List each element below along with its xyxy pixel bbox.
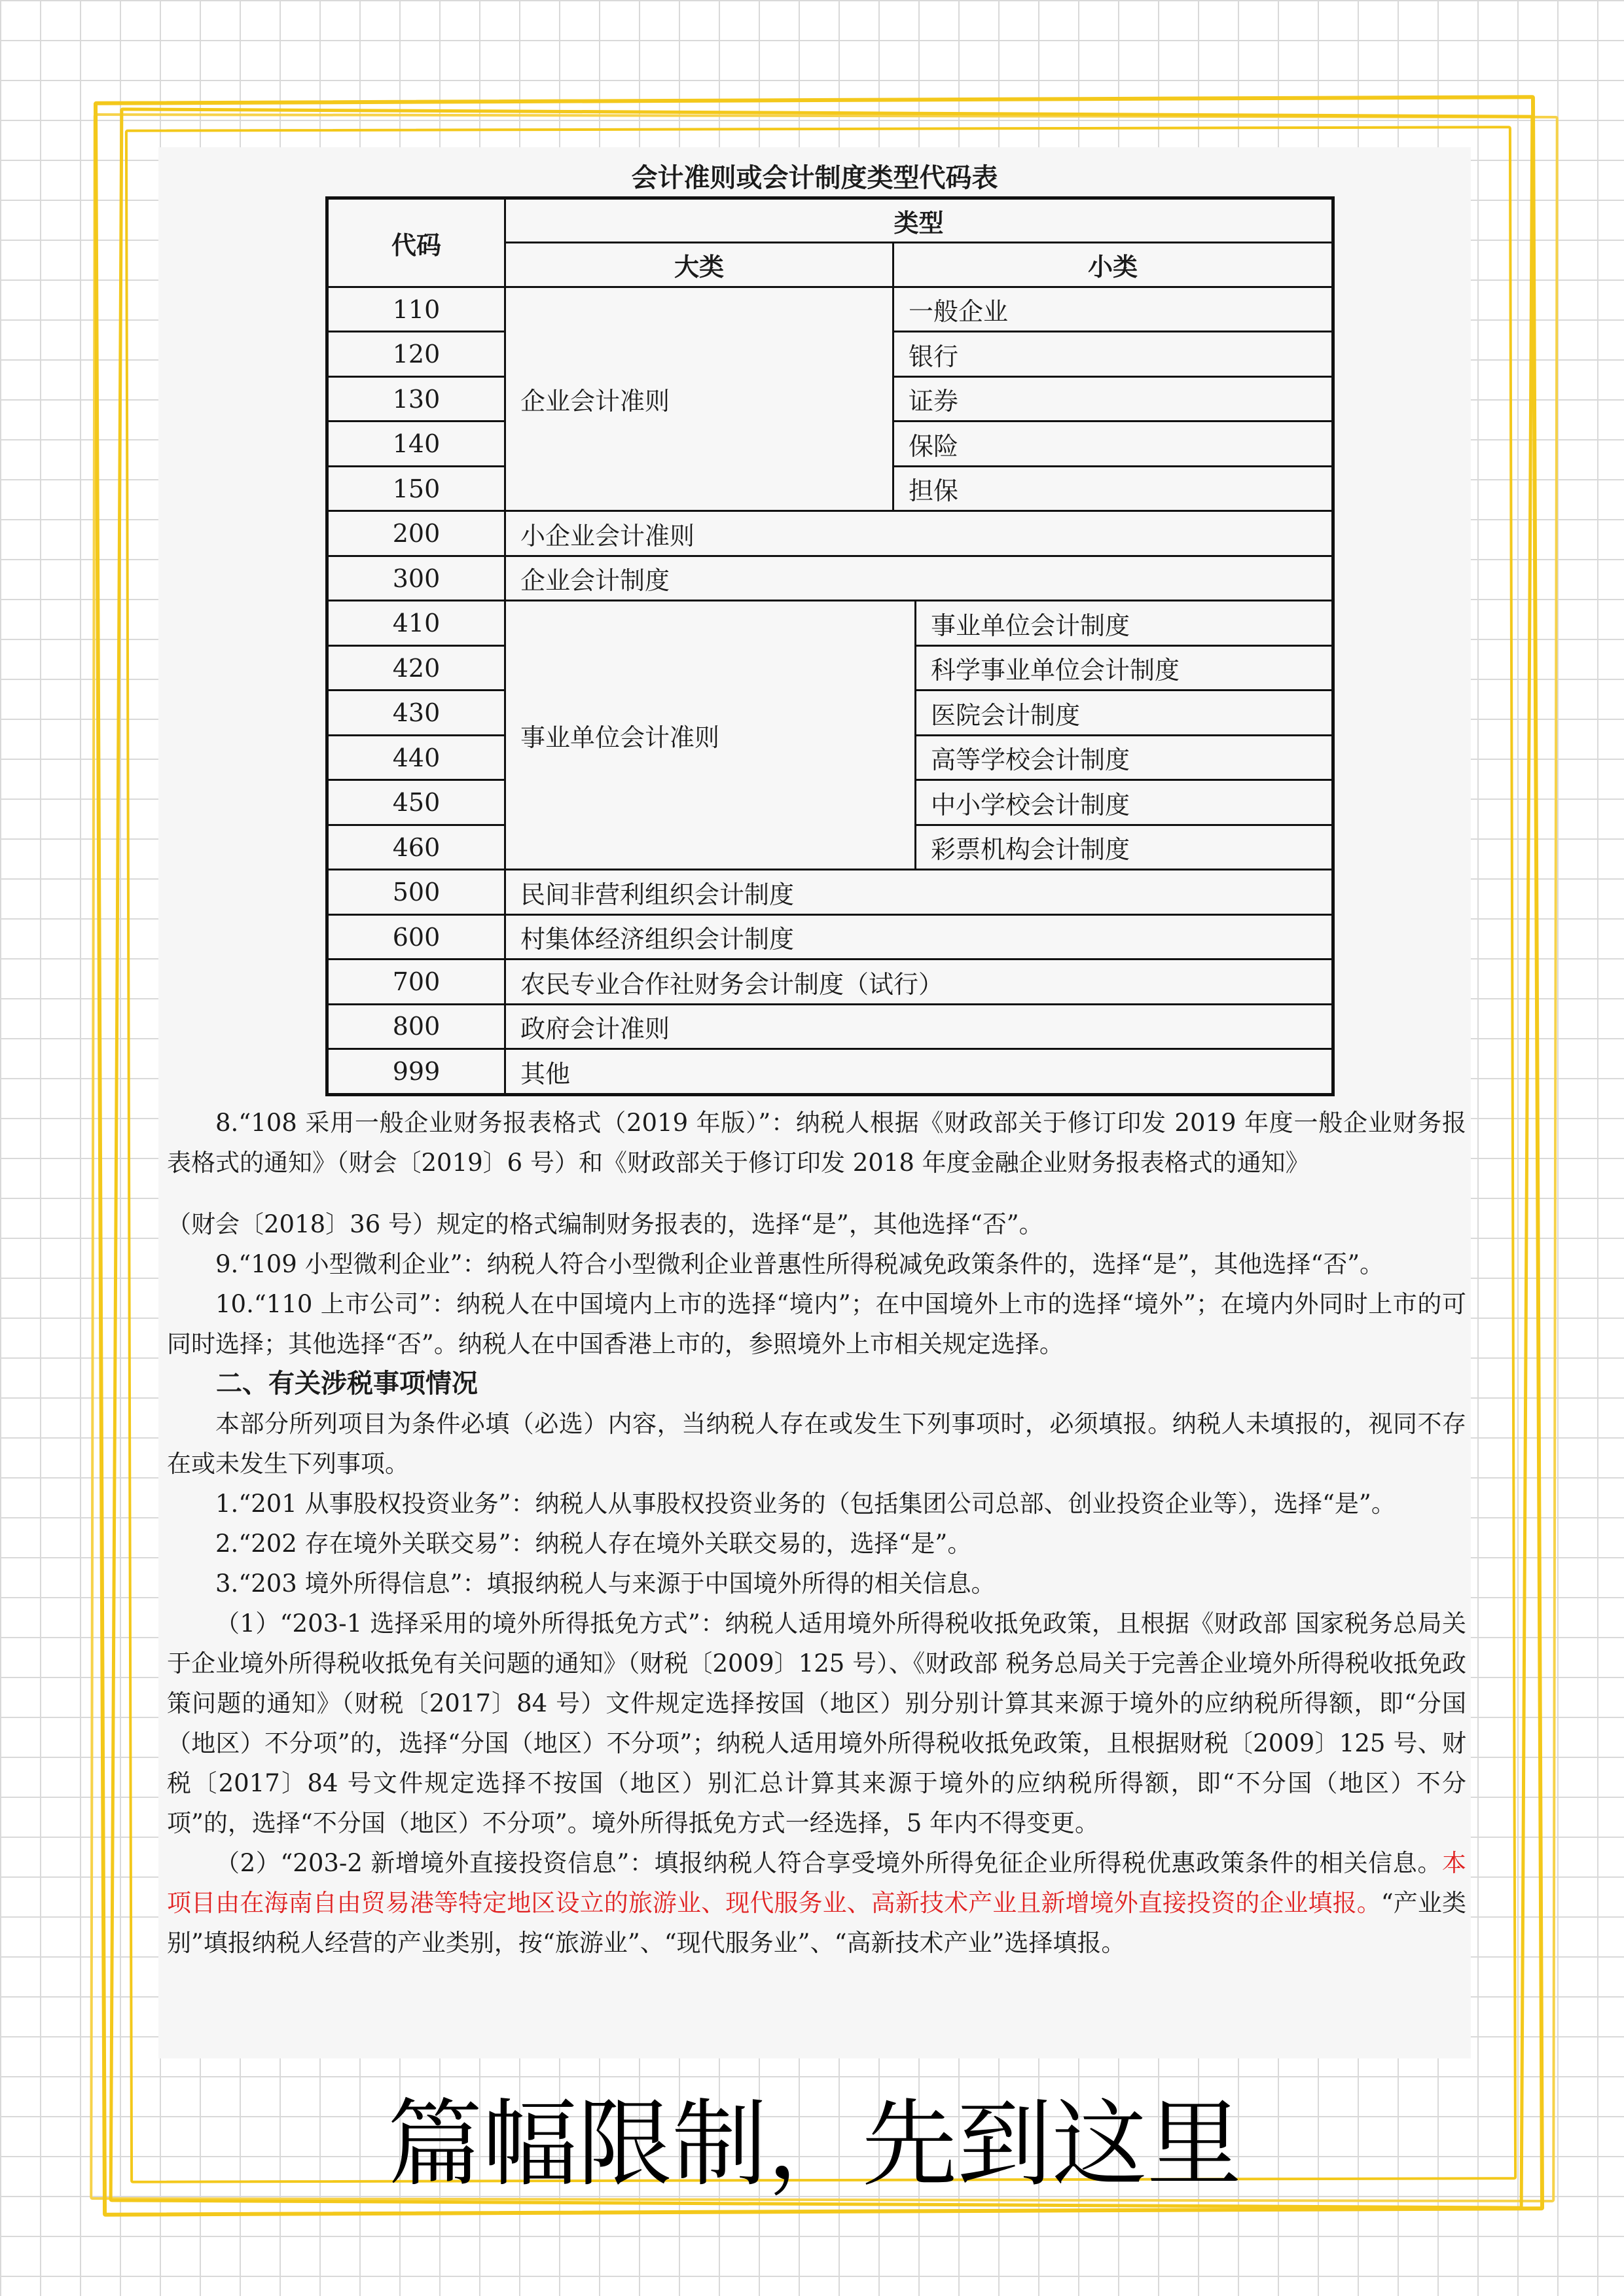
minor-cell: 中小学校会计制度 bbox=[916, 780, 1333, 825]
major-cell: 民间非营利组织会计制度 bbox=[505, 870, 1333, 914]
minor-cell: 一般企业 bbox=[893, 287, 1333, 332]
table-row bbox=[327, 556, 1333, 600]
item-203-2-text: （2）“203-2 新增境外直接投资信息”：填报纳税人符合享受境外所得免征企业所得税优惠政策条件的相关信息。 bbox=[215, 1849, 1442, 1877]
item-203-1: （1）“203-1 选择采用的境外所得抵免方式”：纳税人适用境外所得税收抵免政策，且根据《财政部 国家税务总局关于企业境外所得税收抵免有关问题的通知》（财税〔2009〕125 号）、《财政部 税务总局关于完善企业境外所得税收抵免政策问题的通知》（财税〔2017〕84 号）文件规定选择按国（地区）别分别计算其来源于境外的应纳税所得额，即“分国（地区）不分项”的，选择“分国（地区）不分项”；纳税人适用境外所得税收抵免政策，且根据财税〔2009〕125 号、财税〔2017〕84 号文件规定选择不按国（地区）别汇总计算其来源于境外的应纳税所得额，即“不分国（地区）不分项”的，选择“不分国（地区）不分项”。境外所得抵免方式一经选择，5 年内不得变更。 bbox=[167, 1609, 1466, 1837]
item-201: 1.“201 从事股权投资业务”：纳税人从事股权投资业务的（包括集团公司总部、创业投资企业等），选择“是”。 bbox=[215, 1490, 1396, 1518]
item-203-2-highlight: 本项目由在海南自由贸易港等特定地区设立的旅游业、现代服务业、高新技术产业且新增境外直接投资的企业填报。 bbox=[167, 1849, 1466, 1917]
code-cell: 110 bbox=[327, 287, 505, 332]
major-cell: 政府会计准则 bbox=[505, 1004, 1333, 1049]
code-cell: 500 bbox=[327, 870, 505, 914]
major-cell: 企业会计制度 bbox=[505, 556, 1333, 600]
header-code: 代码 bbox=[327, 198, 505, 287]
table-row bbox=[327, 960, 1333, 1004]
paragraph-9: 9.“109 小型微利企业”：纳税人符合小型微利企业普惠性所得税减免政策条件的，选择“是”，其他选择“否”。 bbox=[215, 1250, 1384, 1278]
item-203-2 bbox=[167, 1843, 1466, 1963]
code-cell: 800 bbox=[327, 1004, 505, 1049]
code-cell: 120 bbox=[327, 332, 505, 376]
table-row bbox=[327, 870, 1333, 914]
major-cell: 农民专业合作社财务会计制度（试行） bbox=[505, 960, 1333, 1004]
code-cell: 600 bbox=[327, 914, 505, 959]
code-cell: 700 bbox=[327, 960, 505, 1004]
section-heading: 二、有关涉税事项情况 bbox=[216, 1369, 478, 1399]
table-title: 会计准则或会计制度类型代码表 bbox=[631, 163, 998, 193]
table-row bbox=[327, 1049, 1333, 1095]
minor-cell: 保险 bbox=[893, 422, 1333, 466]
minor-cell: 高等学校会计制度 bbox=[916, 735, 1333, 780]
paragraph-8: 8.“108 采用一般企业财务报表格式（2019 年版）”：纳税人根据《财政部关于修订印发 2019 年度一般企业财务报表格式的通知》（财会〔2019〕6 号）和《财政部关于修订印发 2018 年度金融企业财务报表格式的通知》 bbox=[167, 1109, 1466, 1177]
header-major: 大类 bbox=[505, 243, 893, 287]
code-cell: 130 bbox=[327, 376, 505, 421]
minor-cell: 彩票机构会计制度 bbox=[916, 825, 1333, 869]
table-row bbox=[327, 601, 1333, 645]
code-cell: 430 bbox=[327, 691, 505, 735]
paragraph-10: 10.“110 上市公司”：纳税人在中国境内上市的选择“境内”；在中国境外上市的选择“境外”；在境内外同时上市的可同时选择；其他选择“否”。纳税人在中国香港上市的，参照境外上市相关规定选择。 bbox=[167, 1290, 1466, 1358]
paragraph-8-continued: （财会〔2018〕36 号）规定的格式编制财务报表的，选择“是”，其他选择“否”。 bbox=[167, 1210, 1043, 1238]
code-cell: 460 bbox=[327, 825, 505, 869]
minor-cell: 科学事业单位会计制度 bbox=[916, 645, 1333, 690]
table-row bbox=[327, 1004, 1333, 1049]
table-row bbox=[327, 914, 1333, 959]
major-cell: 企业会计准则 bbox=[505, 287, 893, 511]
minor-cell: 事业单位会计制度 bbox=[916, 601, 1333, 645]
header-minor: 小类 bbox=[893, 243, 1333, 287]
code-cell: 410 bbox=[327, 601, 505, 645]
minor-cell: 担保 bbox=[893, 466, 1333, 511]
major-cell: 事业单位会计准则 bbox=[505, 601, 916, 870]
code-cell: 150 bbox=[327, 466, 505, 511]
minor-cell: 银行 bbox=[893, 332, 1333, 376]
code-cell: 200 bbox=[327, 511, 505, 556]
major-cell: 村集体经济组织会计制度 bbox=[505, 914, 1333, 959]
table-row bbox=[327, 287, 1333, 332]
header-type: 类型 bbox=[505, 198, 1333, 243]
code-cell: 140 bbox=[327, 422, 505, 466]
minor-cell: 证券 bbox=[893, 376, 1333, 421]
code-cell: 999 bbox=[327, 1049, 505, 1095]
item-202: 2.“202 存在境外关联交易”：纳税人存在境外关联交易的，选择“是”。 bbox=[215, 1530, 972, 1558]
section-intro: 本部分所列项目为条件必填（必选）内容，当纳税人存在或发生下列事项时，必须填报。纳税人未填报的，视同不存在或未发生下列事项。 bbox=[167, 1410, 1466, 1478]
table-row bbox=[327, 511, 1333, 556]
code-cell: 300 bbox=[327, 556, 505, 600]
code-cell: 440 bbox=[327, 735, 505, 780]
code-table bbox=[325, 196, 1335, 1096]
code-cell: 420 bbox=[327, 645, 505, 690]
paragraph-8-block bbox=[167, 1103, 1466, 1183]
footer-caption: 篇幅限制，先到这里 bbox=[388, 2089, 1242, 2200]
item-203: 3.“203 境外所得信息”：填报纳税人与来源于中国境外所得的相关信息。 bbox=[215, 1570, 996, 1598]
major-cell: 小企业会计准则 bbox=[505, 511, 1333, 556]
body-text bbox=[167, 1204, 1466, 1963]
minor-cell: 医院会计制度 bbox=[916, 691, 1333, 735]
item-203-2-tail: “产业类别”填报纳税人经营的产业类别，按“旅游业”、“现代服务业”、“高新技术产业”选择填报。 bbox=[167, 1889, 1466, 1957]
code-cell: 450 bbox=[327, 780, 505, 825]
major-cell: 其他 bbox=[505, 1049, 1333, 1095]
